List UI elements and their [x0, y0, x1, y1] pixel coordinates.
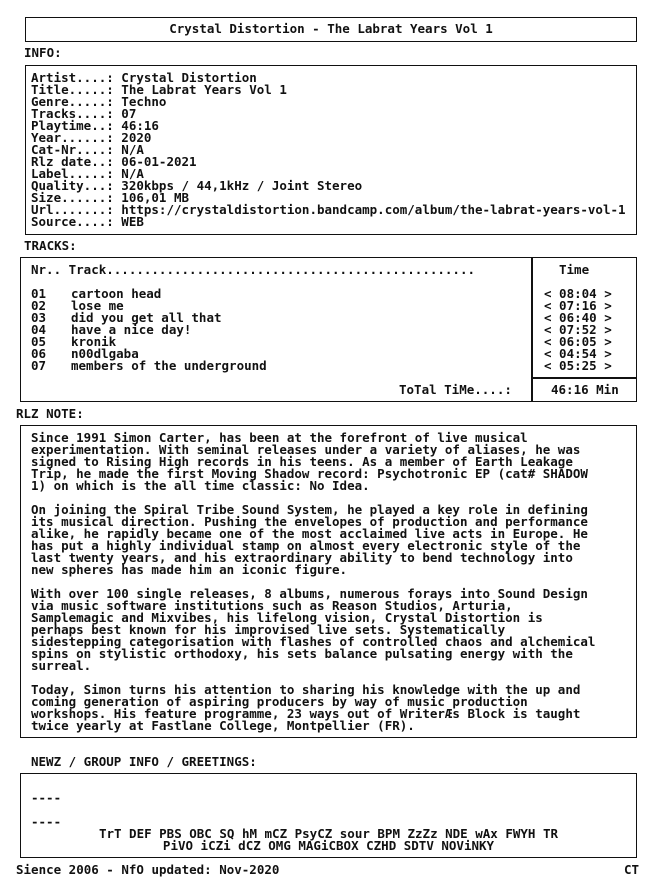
info-line: Quality...: 320kbps / 44,1kHz / Joint Stereo — [31, 178, 363, 193]
note-line: Samplemagic and Mixvibes, his lifelong vision, Crystal Distortion is — [31, 610, 543, 625]
note-line: last twenty years, and his extraordinary ability to bend technology into — [31, 550, 573, 565]
track-title: have a nice day! — [71, 322, 192, 337]
track-number: 01 — [31, 286, 47, 301]
track-time: < 06:05 > — [544, 334, 612, 349]
tracks-total-divider — [531, 377, 636, 379]
note-line: has put a highly individual stamp on almost every electronic style of the — [31, 538, 581, 553]
greetings-line-2: PiVO iCZi dCZ OMG MAGiCBOX CZHD SDTV NOViNKY — [162, 838, 495, 853]
note-paragraph — [31, 684, 635, 732]
note-line: With over 100 single releases, 8 albums, numerous forays into Sound Design — [31, 586, 588, 601]
note-line: On joining the Spiral Tribe Sound System, he played a key role in defining — [31, 502, 588, 517]
note-line: spins on stylistic orthodoxy, his sets balance pulsating energy with the — [31, 646, 573, 661]
track-number: 05 — [31, 334, 47, 349]
track-time: < 08:04 > — [544, 286, 612, 301]
tracks-heading: TRACKS: — [24, 238, 77, 253]
info-line: Url.......: https://crystaldistortion.bandcamp.com/album/the-labrat-years-vol-1 — [31, 202, 626, 217]
newz-heading: NEWZ / GROUP INFO / GREETINGS: — [31, 754, 257, 769]
track-number: 03 — [31, 310, 47, 325]
note-line: via music software institutions such as Reason Studios, Arturia, — [31, 598, 513, 613]
note-line: Since 1991 Simon Carter, has been at the forefront of live musical — [31, 430, 528, 445]
note-paragraph — [31, 588, 635, 672]
track-row — [31, 360, 526, 372]
info-line: Year......: 2020 — [31, 130, 152, 145]
track-number: 04 — [31, 322, 47, 337]
track-number: 07 — [31, 358, 47, 373]
info-heading: INFO: — [24, 45, 62, 60]
note-line: coming generation of aspiring producers by way of music production — [31, 694, 528, 709]
info-line: Label.....: N/A — [31, 166, 144, 181]
note-paragraph — [31, 432, 635, 492]
time-list — [544, 288, 634, 372]
total-time-label: ToTal TiMe....: — [399, 382, 512, 397]
track-time: < 07:16 > — [544, 298, 612, 313]
track-list — [31, 288, 526, 372]
total-time-value: 46:16 Min — [551, 382, 619, 397]
info-line: Rlz date..: 06-01-2021 — [31, 154, 197, 169]
track-time: < 04:54 > — [544, 346, 612, 361]
note-line: Trip, he made the first Moving Shadow record: Psychotronic EP (cat# SHADOW — [31, 466, 588, 481]
info-line: Playtime..: 46:16 — [31, 118, 159, 133]
note-line: alike, he rapidly became one of the most acclaimed live acts in Europe. He — [31, 526, 588, 541]
info-line: Title.....: The Labrat Years Vol 1 — [31, 82, 287, 97]
footer-signature: CT — [624, 862, 640, 877]
info-line: Cat-Nr....: N/A — [31, 142, 144, 157]
footer-credit: Sience 2006 - NfO updated: Nov-2020 — [16, 862, 280, 877]
note-line: perhaps best known for his improvised live sets. Systematically — [31, 622, 506, 637]
info-line: Source....: WEB — [31, 214, 144, 229]
info-line: Genre.....: Techno — [31, 94, 167, 109]
tracks-column-header: Nr.. Track................................................. — [31, 262, 476, 277]
info-line: Size......: 106,01 MB — [31, 190, 190, 205]
note-line: experimentation. With seminal releases under a variety of aliases, he was — [31, 442, 581, 457]
info-line: Tracks....: 07 — [31, 106, 137, 121]
track-title: cartoon head — [71, 286, 162, 301]
note-text — [31, 432, 635, 744]
track-title: n00dlgaba — [71, 346, 139, 361]
note-line: workshops. His feature programme, 23 ways out of WriterÆs Block is taught — [31, 706, 581, 721]
note-line: signed to Rising High records in his teens. As a member of Earth Leakage — [31, 454, 573, 469]
track-title: kronik — [71, 334, 117, 349]
page-title: Crystal Distortion - The Labrat Years Vol 1 — [169, 21, 493, 36]
track-number: 06 — [31, 346, 47, 361]
track-title: lose me — [71, 298, 124, 313]
note-paragraph — [31, 504, 635, 576]
title-box — [25, 17, 637, 42]
note-line: Today, Simon turns his attention to sharing his knowledge with the up and — [31, 682, 581, 697]
time-column-header: Time — [559, 262, 590, 277]
note-line: its musical direction. Pushing the envelopes of production and performance — [31, 514, 588, 529]
track-time: < 06:40 > — [544, 310, 612, 325]
note-line: surreal. — [31, 658, 92, 673]
track-time: < 05:25 > — [544, 358, 612, 373]
track-number: 02 — [31, 298, 47, 313]
note-line: twice yearly at Fastlane College, Montpellier (FR). — [31, 718, 415, 733]
track-time: < 07:52 > — [544, 322, 612, 337]
newz-divider-1: ---- — [31, 790, 62, 805]
note-line: sidestepping categorisation with flashes of controlled chaos and alchemical — [31, 634, 596, 649]
note-line: 1) on which is the all time classic: No Idea. — [31, 478, 370, 493]
tracks-divider — [531, 258, 533, 401]
info-line: Artist....: Crystal Distortion — [31, 70, 257, 85]
greetings-line-1: TrT DEF PBS OBC SQ hM mCZ PsyCZ sour BPM ZzZz NDE wAx FWYH TR — [98, 826, 559, 841]
track-title: members of the underground — [71, 358, 267, 373]
newz-divider-2: ---- — [31, 814, 62, 829]
note-heading: RLZ NOTE: — [16, 406, 84, 421]
track-title: did you get all that — [71, 310, 222, 325]
note-line: new spheres has made him an iconic figure. — [31, 562, 348, 577]
info-list — [31, 72, 671, 228]
